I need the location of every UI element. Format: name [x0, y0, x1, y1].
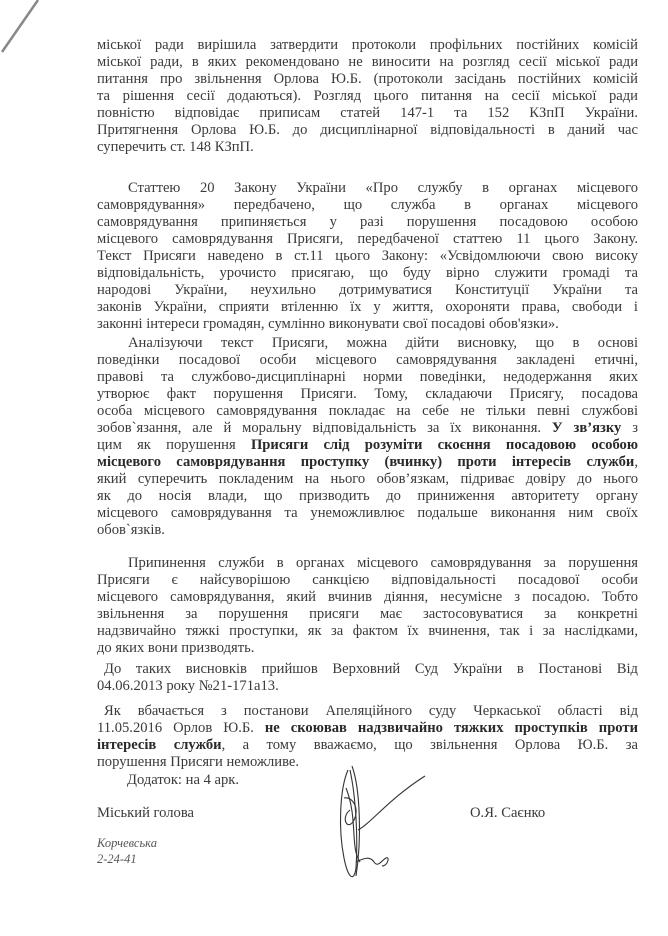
- text-line: [97, 197, 638, 214]
- text: особа місцевого самоврядування покладає на себе не тільки певні службові: [97, 403, 638, 419]
- text: відповідальність, урочисто присягаю, що буду вірно служити громаді та: [97, 265, 638, 281]
- text-line: [97, 454, 638, 471]
- text-line: [97, 623, 638, 640]
- text-line: [97, 471, 638, 488]
- text: Присяги є найсуворішою санкцією відповідальності посадової особи: [97, 572, 638, 588]
- paragraph-supreme-court: [97, 661, 638, 695]
- text: повністю відповідає приписам статей 147-1 та 152 КЗпП України.: [97, 105, 638, 121]
- signer-name: О.Я. Саєнко: [470, 805, 546, 821]
- text-line: [97, 214, 638, 231]
- text: звільнення за порушення присяги має застосовуватися за конкретні: [97, 606, 638, 622]
- text-line: [97, 589, 638, 606]
- text-line: [97, 572, 638, 589]
- text: законів України, сприяти втіленню їх у життя, охороняти права, свободи і: [97, 299, 638, 315]
- executor-phone: 2-24-41: [97, 852, 137, 866]
- text-line: [97, 122, 638, 139]
- text: з: [621, 420, 638, 436]
- text: поведінки посадової особи місцевого самоврядування закладені етичні,: [97, 352, 638, 368]
- text-line: [97, 282, 638, 299]
- text: До таких висновків прийшов Верховний Суд України в Постанові Від: [104, 661, 638, 677]
- text-line: [97, 386, 638, 403]
- text-line: [97, 737, 638, 754]
- text: який суперечить покладеним на нього обов’язкам, підриває довіру до нього: [97, 471, 638, 487]
- paragraph-law-article-20: [97, 180, 638, 333]
- text: , а тому вважаємо, що звільнення Орлова Ю.Б. за: [221, 737, 638, 753]
- text: самоврядування» передбачено, що служба в органах місцевого: [97, 197, 638, 213]
- text: місцевого самоврядування, який вчинив діяння, несумісне з посадою. Тобто: [97, 589, 638, 605]
- text: утворює факт порушення Присяги. Тому, складаючи Присягу, посадова: [97, 386, 638, 402]
- text: місцевого самоврядування та унеможливлює подальше виконання ним своїх: [97, 505, 638, 521]
- text: та рішення сесії додаються). Розгляд цього питання на сесії міської ради: [97, 88, 638, 104]
- text-line: [97, 105, 638, 122]
- text-line: [97, 522, 638, 539]
- text: цим як порушення: [97, 437, 251, 453]
- text-line: [97, 703, 638, 720]
- text-line: [97, 335, 638, 352]
- text: правові та службово-дисциплінарні норми поведінки, недодержання яких: [97, 369, 638, 385]
- text-line: [97, 403, 638, 420]
- text-line: [97, 555, 638, 572]
- text-line: [97, 678, 638, 695]
- text-line: [97, 139, 638, 156]
- text: законні інтереси громадян, сумлінно виконувати свої посадові обов'язки».: [97, 316, 559, 332]
- text: порушення Присяги неможливе.: [97, 754, 300, 770]
- text: 04.06.2013 року №21-171а13.: [97, 678, 279, 694]
- text: надзвичайно тяжкі проступки, як за фактом їх вчинення, так і за наслідками,: [97, 623, 638, 639]
- text-line: [97, 248, 638, 265]
- text: ,: [634, 454, 638, 470]
- text: Припинення служби в органах місцевого самоврядування за порушення: [128, 555, 638, 571]
- text-line: [97, 420, 638, 437]
- text-line: [97, 488, 638, 505]
- bold-text: місцевого самоврядування проступку (вчинку) проти інтересів служби: [97, 454, 635, 470]
- text-line: [97, 352, 638, 369]
- text-line: [97, 369, 638, 386]
- text: Текст Присяги наведено в ст.11 цього Закону: «Усвідомлюючи свою високу: [97, 248, 638, 264]
- text-line: [97, 661, 638, 678]
- bold-text: У зв’язку: [551, 420, 622, 436]
- text-line: [97, 316, 638, 333]
- text: місцевого самоврядування Присяги, передбаченої статтею 11 цього Закону.: [97, 231, 638, 247]
- text-line: [97, 505, 638, 522]
- text: народові України, неухильно дотримуватися Конституції України та: [97, 282, 638, 298]
- text: суперечить ст. 148 КЗпП.: [97, 139, 254, 155]
- text-line: [97, 265, 638, 282]
- bold-text: Присяги слід розуміти скоєння посадовою особою: [250, 437, 638, 453]
- text: Як вбачається з постанови Апеляційного суду Черкаської області від: [104, 703, 638, 719]
- text: як до носія влади, що призводить до приниження авторитету органу: [97, 488, 638, 504]
- addendum-note: Додаток: на 4 арк.: [127, 772, 240, 788]
- text: міської ради, в яких рекомендовано не виносити на розгляд сесії міської ради: [97, 54, 638, 70]
- text-line: [97, 37, 638, 54]
- text-line: [97, 54, 638, 71]
- text: до яких вони призводять.: [97, 640, 255, 656]
- text-line: [97, 180, 638, 197]
- text-line: [97, 88, 638, 105]
- text-line: [97, 437, 638, 454]
- text: Статтею 20 Закону України «Про службу в органах місцевого: [128, 180, 638, 196]
- bold-text: не скоював надзвичайно тяжких проступків проти: [264, 720, 638, 736]
- signer-position: Міський голова: [97, 805, 195, 821]
- bold-text: інтересів служби: [97, 737, 222, 753]
- text: міської ради вирішила затвердити протоколи профільних постійних комісій: [97, 37, 638, 53]
- text-line: [97, 299, 638, 316]
- text-line: [97, 720, 638, 737]
- text: зобов`язання, але й моральну відповідальність за їх виконання.: [97, 420, 552, 436]
- paragraph-session-decision: [97, 37, 638, 156]
- text-line: [97, 71, 638, 88]
- text: Аналізуючи текст Присяги, можна дійти висновку, що в основі: [128, 335, 638, 351]
- executor-name: Корчевська: [97, 836, 157, 850]
- text-line: [97, 606, 638, 623]
- text-line: [97, 640, 638, 657]
- scan-artifact-line: [0, 0, 45, 60]
- text-line: [97, 231, 638, 248]
- handwritten-signature: [330, 758, 440, 888]
- text: 11.05.2016 Орлов Ю.Б.: [97, 720, 265, 736]
- text: обов`язків.: [97, 522, 165, 538]
- paragraph-oath-analysis: [97, 335, 638, 539]
- text: питання про звільнення Орлова Ю.Б. (протоколи засідань постійних комісій: [97, 71, 638, 87]
- text: Притягнення Орлова Ю.Б. до дисциплінарної відповідальності в даний час: [97, 122, 638, 138]
- text: самоврядування припиняється у разі порушення посадовою особою: [97, 214, 638, 230]
- paragraph-termination: [97, 555, 638, 657]
